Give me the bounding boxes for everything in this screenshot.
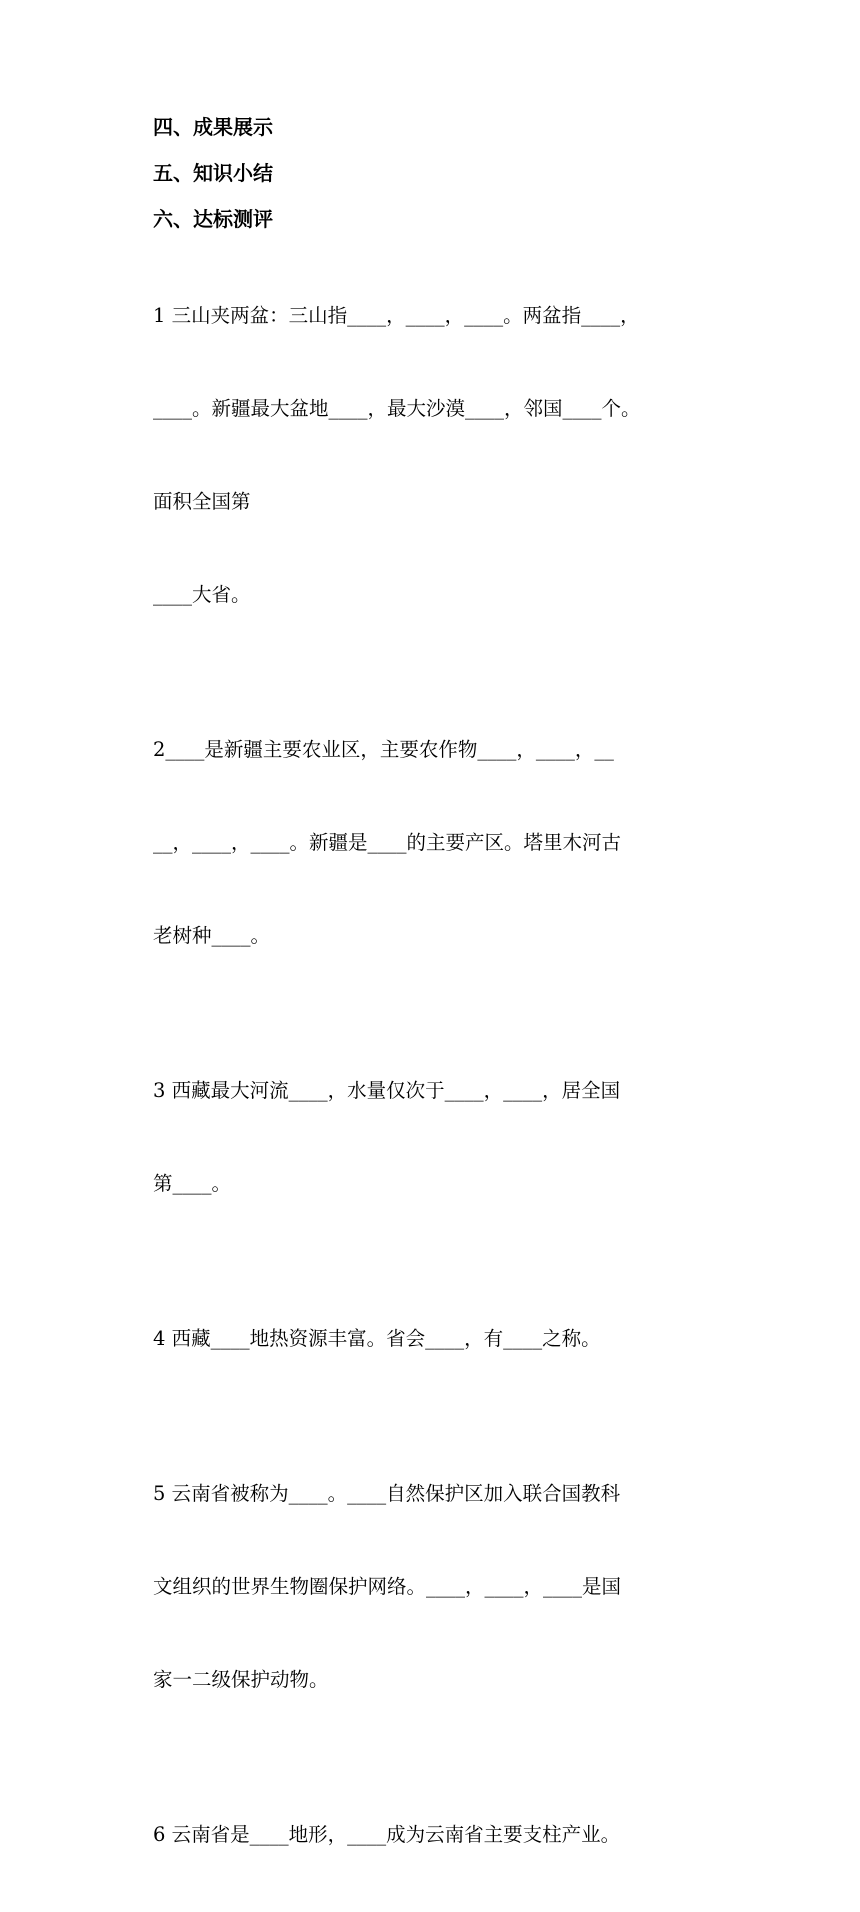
question-4-line: 4 西藏____地热资源丰富。省会____，有____之称。 xyxy=(153,1327,601,1350)
question-5-line: 5 云南省被称为____。____自然保护区加入联合国教科 xyxy=(153,1482,621,1505)
question-1-line: 面积全国第 xyxy=(153,490,251,513)
question-4 xyxy=(153,1261,713,1416)
question-6-line: 6 云南省是____地形，____成为云南省主要支柱产业。 xyxy=(153,1823,621,1846)
question-5 xyxy=(153,1416,713,1757)
question-2-line: 老树种____。 xyxy=(153,924,271,947)
document-content xyxy=(153,112,713,1912)
question-2 xyxy=(153,672,713,1013)
section-heading-summary: 五、知识小结 xyxy=(153,161,273,185)
question-6 xyxy=(153,1757,713,1912)
question-2-line: 2____是新疆主要农业区，主要农作物____，____，__ xyxy=(153,738,614,761)
question-1-line: ____大省。 xyxy=(153,583,251,606)
question-3-line: 3 西藏最大河流____，水量仅次于____，____，居全国 xyxy=(153,1079,621,1102)
question-1 xyxy=(153,238,713,672)
section-heading-test: 六、达标测评 xyxy=(153,207,273,231)
question-1-line: 1 三山夹两盆：三山指____，____，____。两盆指____， xyxy=(153,304,640,327)
question-1-line: ____。新疆最大盆地____，最大沙漠____，邻国____个。 xyxy=(153,397,641,420)
question-2-line: __，____，____。新疆是____的主要产区。塔里木河古 xyxy=(153,831,622,854)
question-5-line: 家一二级保护动物。 xyxy=(153,1668,329,1691)
section-heading-results: 四、成果展示 xyxy=(153,115,273,139)
question-3 xyxy=(153,1013,713,1261)
question-5-line: 文组织的世界生物圈保护网络。____，____，____是国 xyxy=(153,1575,622,1598)
question-3-line: 第____。 xyxy=(153,1172,232,1195)
